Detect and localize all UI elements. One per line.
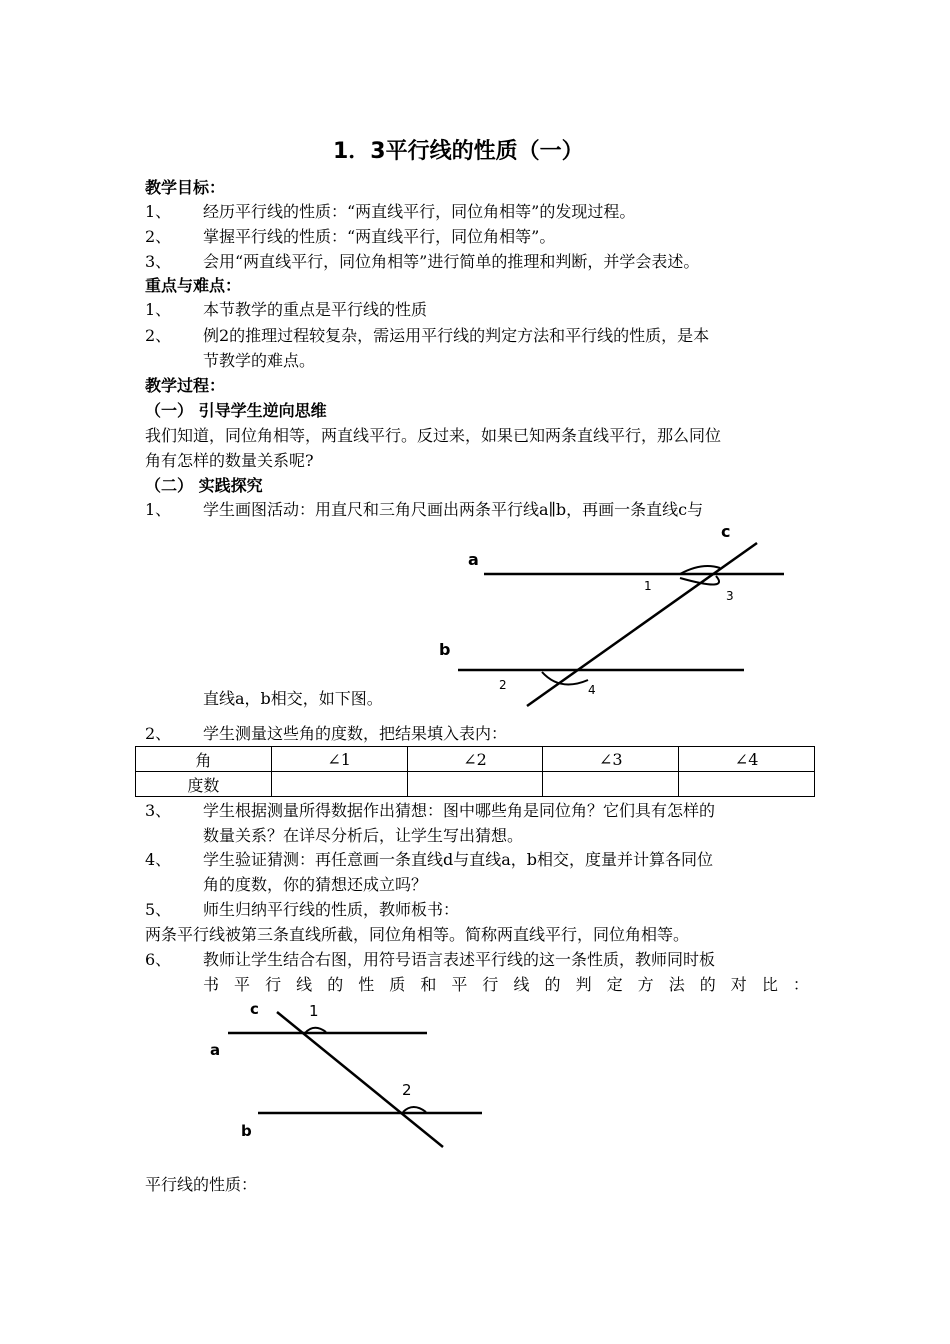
table-header-cell: ∠2 — [407, 747, 543, 772]
table-header-row — [136, 747, 815, 772]
step-text: 学生画图活动：用直尺和三角尺画出两条平行线a∥b，再画一条直线c与 — [203, 500, 704, 519]
table-header-cell: ∠1 — [271, 747, 407, 772]
step-2 — [145, 724, 507, 744]
step-num: 3、 — [145, 801, 172, 820]
keypoint-item-num: 1、 — [145, 300, 172, 319]
label-c: c — [250, 1000, 259, 1018]
label-a: a — [210, 1041, 221, 1059]
table-row — [136, 772, 815, 797]
table-cell — [679, 772, 815, 797]
table-cell — [271, 772, 407, 797]
char: 比 — [761, 975, 778, 994]
label-a: a — [468, 550, 479, 569]
goal-item-2 — [145, 227, 555, 247]
char: 和 — [420, 975, 437, 994]
goal-item-1 — [145, 202, 635, 222]
goal-item-num: 1、 — [145, 202, 172, 221]
step-text: 学生测量这些角的度数，把结果填入表内： — [203, 724, 508, 743]
char: 行 — [265, 975, 282, 994]
char: 定 — [606, 975, 623, 994]
step-6-cont — [203, 975, 809, 995]
step-num: 5、 — [145, 900, 172, 919]
table-cell — [543, 772, 679, 797]
step-num: 1、 — [145, 500, 172, 519]
step-num: 6、 — [145, 950, 172, 969]
step-3-cont: 数量关系？在详尽分析后，让学生写出猜想。 — [203, 826, 524, 845]
goal-item-text: 掌握平行线的性质：“两直线平行，同位角相等”。 — [203, 227, 556, 246]
keypoint-item-1 — [145, 300, 427, 320]
keypoints-heading: 重点与难点： — [145, 276, 242, 295]
label-angle-1: 1 — [644, 579, 652, 593]
table-header-cell: ∠3 — [543, 747, 679, 772]
step-text: 学生根据测量所得数据作出猜想：图中哪些角是同位角？它们具有怎样的 — [203, 801, 716, 820]
label-angle-1: 1 — [309, 1002, 319, 1020]
step-3 — [145, 801, 715, 821]
goal-item-text: 经历平行线的性质：“两直线平行，同位角相等”的发现过程。 — [203, 202, 636, 221]
part1-paragraph-line1: 我们知道，同位角相等，两直线平行。反过来，如果已知两条直线平行，那么同位 — [145, 426, 722, 445]
step-5 — [145, 900, 459, 920]
table-cell — [407, 772, 543, 797]
keypoint-item-text: 本节教学的重点是平行线的性质 — [203, 300, 428, 319]
table-cell: 度数 — [136, 772, 272, 797]
footer-text: 平行线的性质： — [145, 1175, 258, 1194]
char: 法 — [668, 975, 685, 994]
keypoint-item-text: 例2的推理过程较复杂，需运用平行线的判定方法和平行线的性质，是本 — [203, 326, 710, 345]
label-angle-2: 2 — [402, 1081, 412, 1099]
step-4 — [145, 850, 713, 870]
goal-item-3 — [145, 252, 699, 272]
char: 平 — [451, 975, 468, 994]
goal-item-num: 3、 — [145, 252, 172, 271]
keypoint-item-num: 2、 — [145, 326, 172, 345]
label-c: c — [721, 522, 731, 541]
char: 书 — [203, 975, 220, 994]
label-b: b — [439, 640, 451, 659]
figure-parallel-lines-1 — [430, 520, 800, 710]
angle-arc-3 — [680, 576, 719, 585]
step-6 — [145, 950, 715, 970]
step-1-cont: 直线a，b相交，如下图。 — [203, 689, 383, 708]
char: 性 — [358, 975, 375, 994]
char: 平 — [234, 975, 251, 994]
char: 的 — [544, 975, 561, 994]
step-num: 2、 — [145, 724, 172, 743]
table-header-cell: 角 — [136, 747, 272, 772]
step-text: 学生验证猜测：再任意画一条直线d与直线a，b相交，度量并计算各同位 — [203, 850, 714, 869]
angle-arc-2 — [403, 1107, 426, 1112]
line-c — [527, 543, 757, 706]
char: 方 — [637, 975, 654, 994]
step-num: 4、 — [145, 850, 172, 869]
label-angle-4: 4 — [588, 683, 596, 697]
goal-item-num: 2、 — [145, 227, 172, 246]
figure-parallel-lines-2 — [200, 995, 500, 1155]
char: 的 — [699, 975, 716, 994]
process-heading: 教学过程： — [145, 376, 226, 395]
char: 行 — [482, 975, 499, 994]
step-text: 师生归纳平行线的性质，教师板书： — [203, 900, 460, 919]
label-angle-3: 3 — [726, 589, 734, 603]
step-1 — [145, 500, 703, 520]
step-text: 教师让学生结合右图，用符号语言表述平行线的这一条性质，教师同时板 — [203, 950, 716, 969]
page-title: 1．3平行线的性质（一） — [333, 139, 584, 164]
char: 判 — [575, 975, 592, 994]
label-b: b — [241, 1122, 252, 1140]
conclusion-text: 两条平行线被第三条直线所截，同位角相等。简称两直线平行，同位角相等。 — [145, 925, 690, 944]
keypoint-item-2 — [145, 326, 709, 346]
keypoint-item-2-cont: 节教学的难点。 — [203, 351, 316, 370]
label-angle-2: 2 — [499, 678, 507, 692]
char: 对 — [730, 975, 747, 994]
char: 线 — [513, 975, 530, 994]
goal-item-text: 会用“两直线平行，同位角相等”进行简单的推理和判断，并学会表述。 — [203, 252, 700, 271]
step-4-cont: 角的度数，你的猜想还成立吗？ — [203, 875, 428, 894]
angle-measure-table — [135, 746, 815, 797]
char: 的 — [327, 975, 344, 994]
char: 质 — [389, 975, 406, 994]
char: ： — [792, 975, 809, 994]
table-header-cell: ∠4 — [679, 747, 815, 772]
part2-heading: （二） 实践探究 — [145, 476, 263, 495]
part1-paragraph-line2: 角有怎样的数量关系呢? — [145, 451, 314, 470]
goals-heading: 教学目标： — [145, 178, 226, 197]
part1-heading: （一） 引导学生逆向思维 — [145, 401, 327, 420]
char: 线 — [296, 975, 313, 994]
